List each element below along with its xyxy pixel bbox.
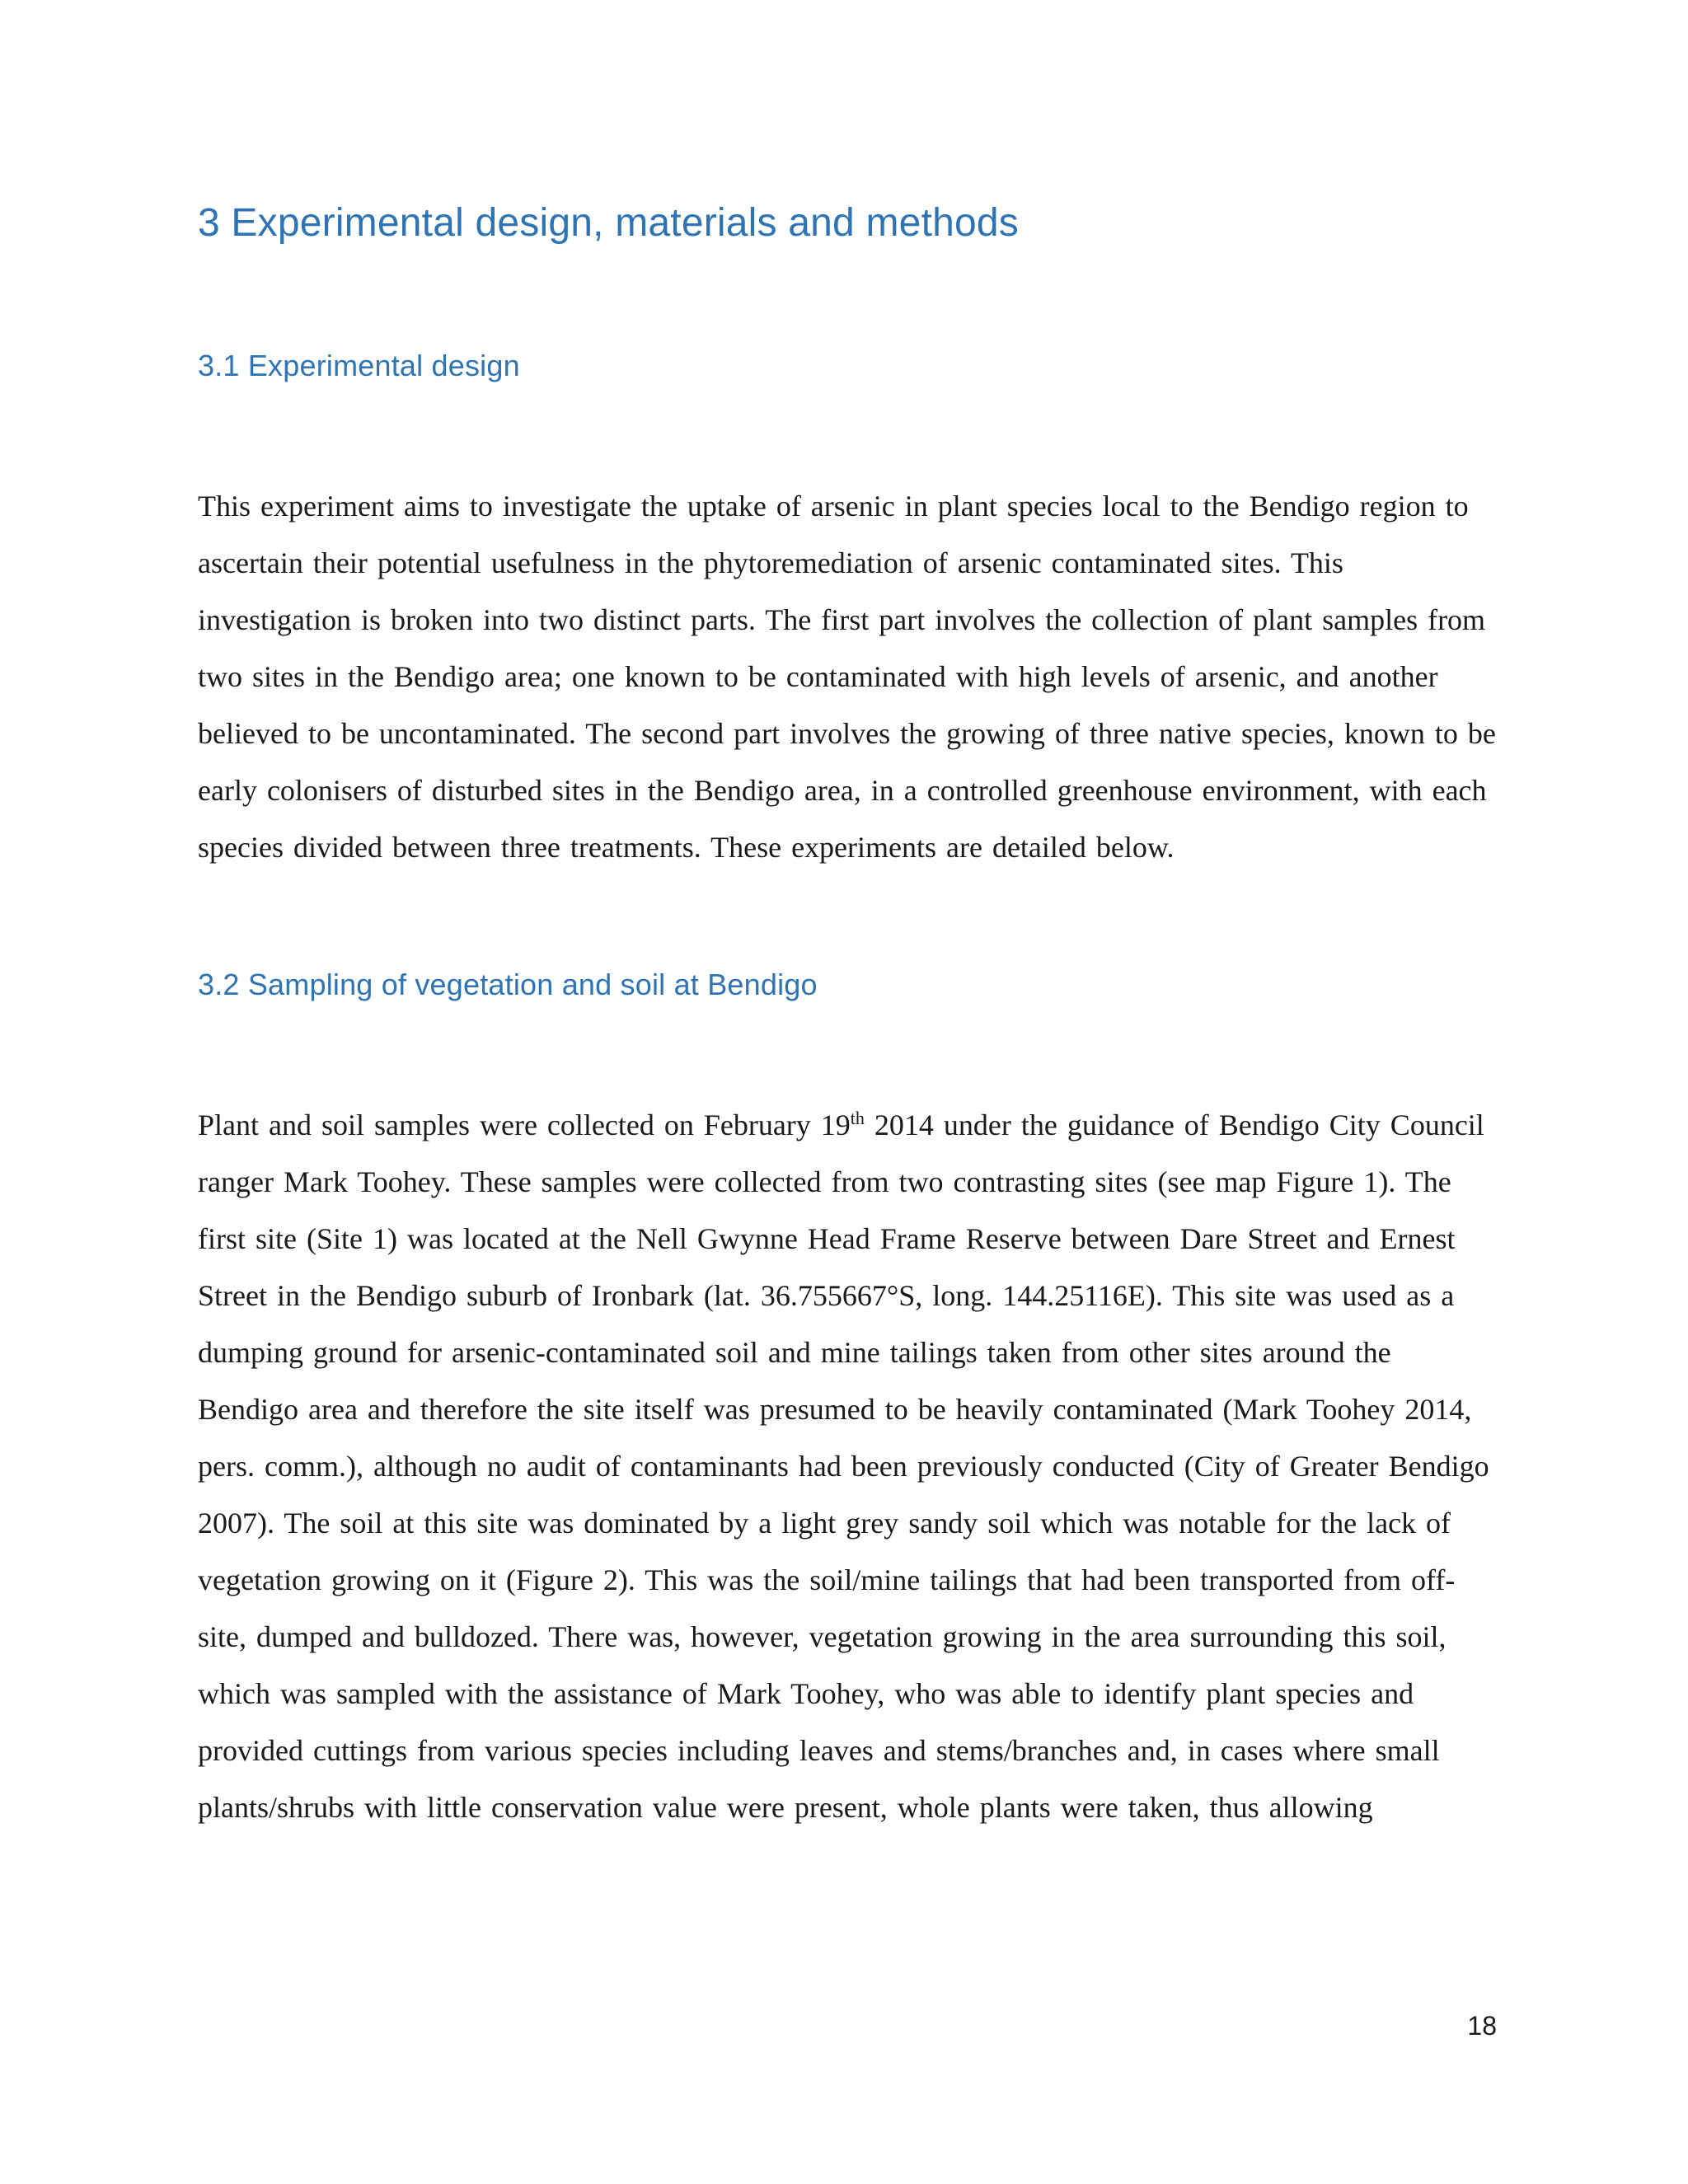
paragraph-sampling-text-rest: 2014 under the guidance of Bendigo City Council ranger Mark Toohey. These samples were collected from two contrasting sites (see map Figure 1). The first site (Site 1) was located at the Nell Gwynne Head Frame Reserve between Dare Street and Ernest Street in the Bendigo suburb of Ironbark (lat. 36.755667°S, long. 144.25116E). This site was used as a dumping ground for arsenic-contaminated soil and mine tailings taken from other sites around the Bendigo area and therefore the site itself was presumed to be heavily contaminated (Mark Toohey 2014, pers. comm.), although no audit of contaminants had been previously conducted (City of Greater Bendigo 2007). The soil at this site was dominated by a light grey sandy soil which was notable for the lack of vegetation growing on it (Figure 2). This was the soil/mine tailings that had been transported from off-site, dumped and bulldozed. There was, however, vegetation growing in the area surrounding this soil, which was sampled with the assistance of Mark Toohey, who was able to identify plant species and provided cuttings from various species including leaves and stems/branches and, in cases where small plants/shrubs with little conservation value were present, whole plants were taken, thus allowing	[198, 1108, 1489, 1824]
page-number: 18	[1467, 2011, 1497, 2041]
subsection-heading-experimental-design: 3.1 Experimental design	[198, 348, 520, 382]
subsection-heading-sampling: 3.2 Sampling of vegetation and soil at Bendigo	[198, 967, 818, 1001]
page-content	[198, 183, 1500, 1836]
paragraph-sampling	[198, 1097, 1500, 1836]
section-heading: 3 Experimental design, materials and methods	[198, 201, 1019, 245]
ordinal-superscript: th	[850, 1107, 865, 1128]
paragraph-experimental-design: This experiment aims to investigate the uptake of arsenic in plant species local to the Bendigo region to ascertain their potential usefulness in the phytoremediation of arsenic contaminated sites. This investigation is broken into two distinct parts. The first part involves the collection of plant samples from two sites in the Bendigo area; one known to be contaminated with high levels of arsenic, and another believed to be uncontaminated. The second part involves the growing of three native species, known to be early colonisers of disturbed sites in the Bendigo area, in a controlled greenhouse environment, with each species divided between three treatments. These experiments are detailed below.	[198, 489, 1496, 864]
paragraph-sampling-text-start: Plant and soil samples were collected on February 19	[198, 1108, 851, 1141]
